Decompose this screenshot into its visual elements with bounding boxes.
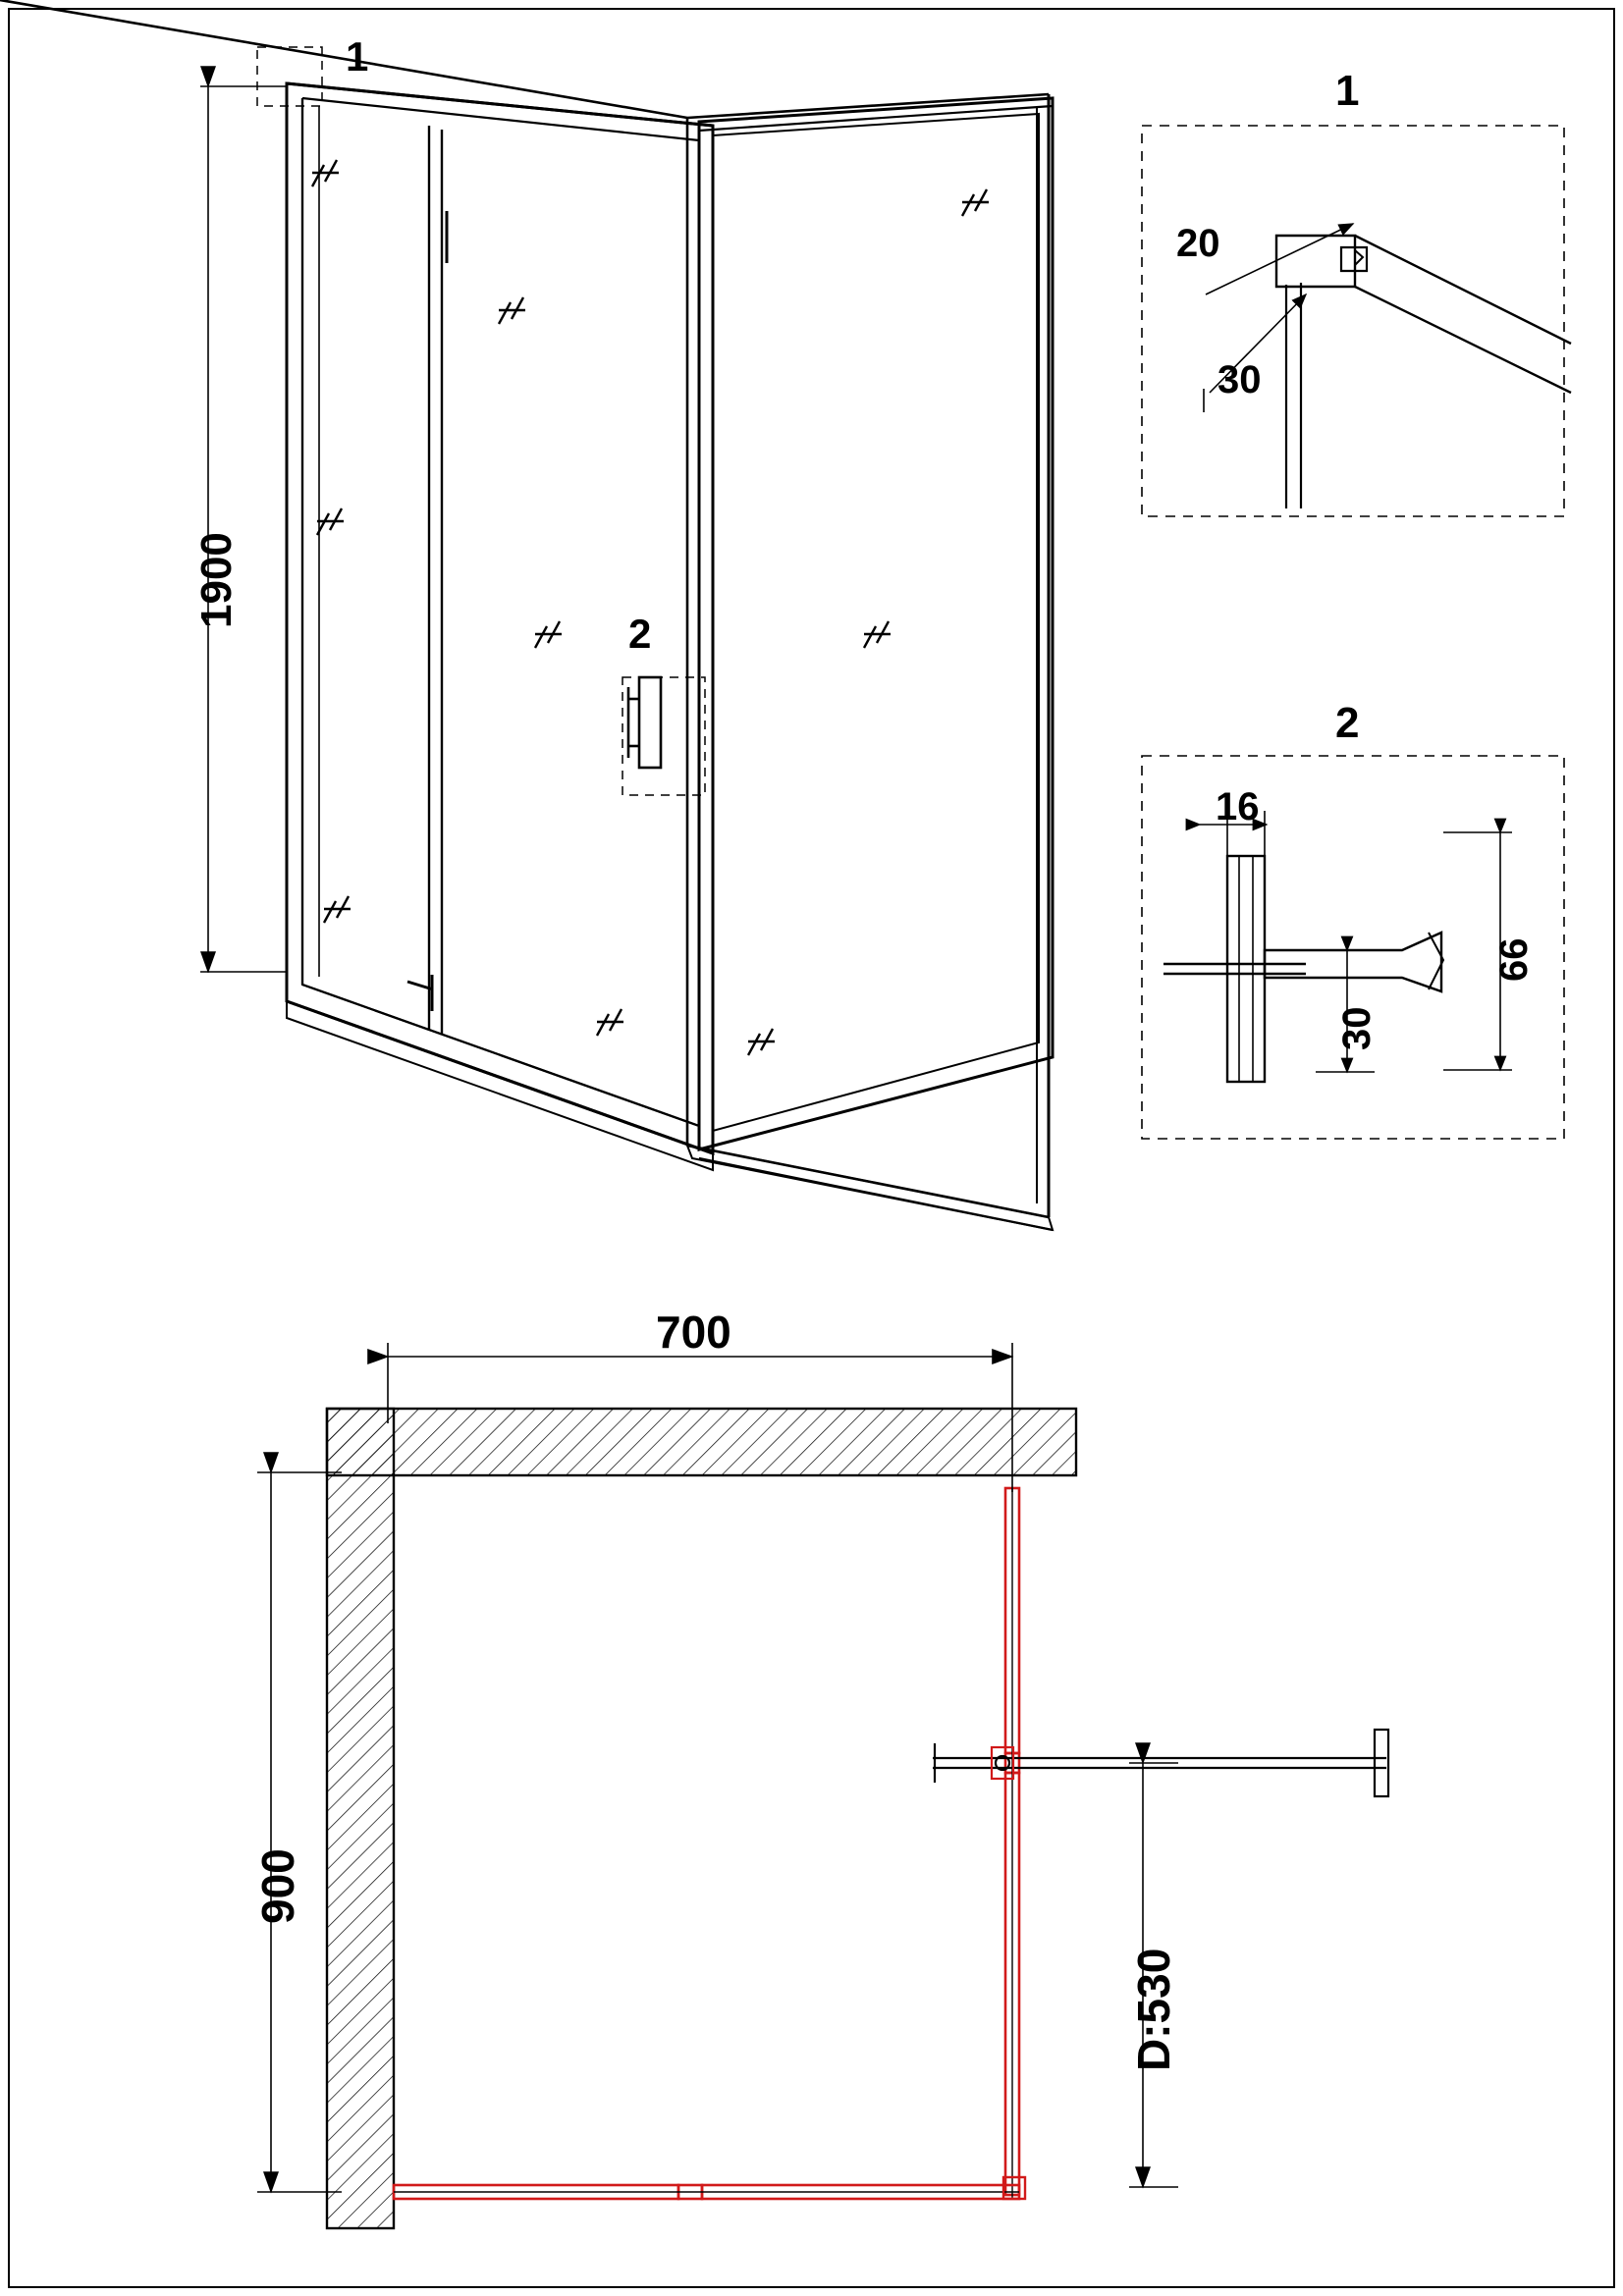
callout-label-2: 2 [628, 611, 652, 657]
dimension-label-height: 1900 [192, 532, 241, 628]
detail-view-1 [1142, 126, 1571, 516]
callout-box-1 [257, 47, 322, 106]
plan-dim-door: D:530 [1128, 1948, 1179, 2071]
plan-view [257, 1343, 1388, 2228]
plan-dim-900: 900 [252, 1848, 303, 1924]
detail1-dim-20: 20 [1176, 222, 1220, 265]
detail2-dim-66: 66 [1492, 937, 1536, 982]
detail-title-1: 1 [1335, 67, 1360, 115]
detail1-dim-30: 30 [1217, 358, 1262, 401]
detail2-dim-16: 16 [1216, 785, 1260, 828]
door-handle [628, 677, 661, 768]
detail2-dim-30: 30 [1335, 1006, 1379, 1050]
callout-label-1: 1 [346, 33, 369, 80]
isometric-view [0, 0, 1053, 1230]
plan-dim-700: 700 [656, 1307, 731, 1358]
detail-title-2: 2 [1335, 699, 1360, 747]
callout-box-2 [622, 677, 705, 795]
glass-sparkle-marks [312, 160, 989, 1055]
dimension-height [200, 86, 287, 972]
